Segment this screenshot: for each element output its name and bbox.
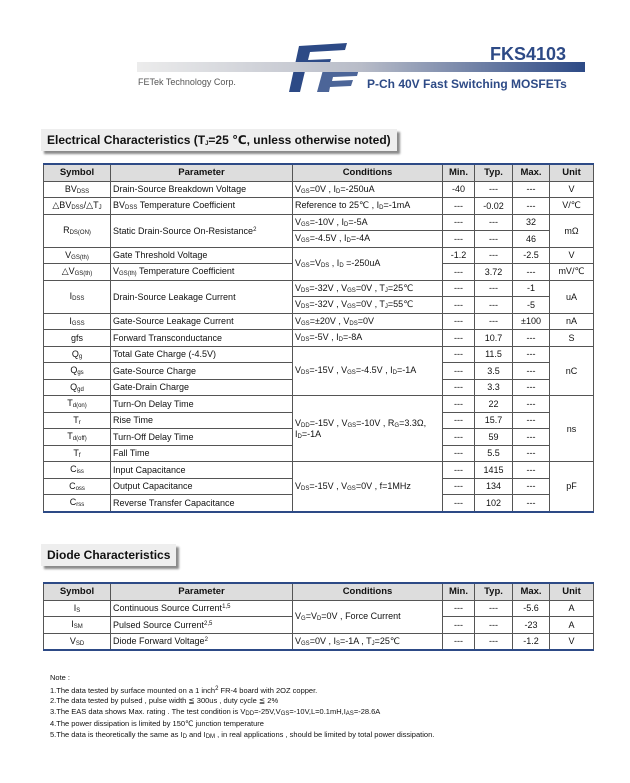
typ-cell: --- [475,247,513,264]
typ-cell: --- [475,600,513,617]
min-cell: --- [443,633,475,650]
typ-cell: -0.02 [475,198,513,215]
parameter-cell: Gate-Drain Charge [111,379,293,396]
unit-cell: A [550,617,594,634]
typ-cell: 3.3 [475,379,513,396]
parameter-cell: Forward Transconductance [111,330,293,347]
note-3: 3.The EAS data shows Max. rating . The test condition is $V_{DD}=-25V,V_{GS}=-10V,L=0.1mH,I_{AS}=-28.6A$ [50,706,381,717]
conditions-cell: $V_{GS}=-10V$ , $I_D=-5A$ [293,214,443,231]
table-header-row [44,164,594,181]
max-cell: --- [513,462,550,479]
unit-cell: A [550,600,594,617]
table-row [44,396,594,413]
notes-heading: Note : [50,673,71,682]
diode-characteristics-table [43,582,594,651]
symbol-cell: $Q_g$ [44,346,111,363]
symbol-cell: $Q_{gs}$ [44,363,111,380]
symbol-cell: $C_{oss}$ [44,478,111,495]
col-conditions: Conditions [293,164,443,181]
col-unit: Unit [550,164,594,181]
typ-cell: 1415 [475,462,513,479]
symbol-cell: $I_{GSS}$ [44,313,111,330]
symbol-cell: $BV_{DSS}$ [44,181,111,198]
unit-cell: nA [550,313,594,330]
table-row [44,600,594,617]
col-symbol: Symbol [44,164,111,181]
typ-cell: 102 [475,495,513,512]
typ-cell: --- [475,633,513,650]
conditions-cell: $V_{DS}=-15V$ , $V_{GS}=-4.5V$ , $I_D=-1A$ [293,346,443,396]
symbol-cell: $T_{d(off)}$ [44,429,111,446]
col-parameter: Parameter [111,164,293,181]
unit-cell: V [550,247,594,264]
typ-cell: --- [475,297,513,314]
max-cell: --- [513,445,550,462]
unit-cell: V [550,181,594,198]
min-cell: -40 [443,181,475,198]
table-row [44,280,594,297]
symbol-cell: $T_{d(on)}$ [44,396,111,413]
col-unit: Unit [550,583,594,600]
parameter-cell: $V_{GS(th)}$ Temperature Coefficient [111,264,293,281]
symbol-cell: $V_{GS(th)}$ [44,247,111,264]
parameter-cell: Static Drain-Source On-Resistance$^2$ [111,214,293,247]
min-cell: --- [443,495,475,512]
max-cell: --- [513,346,550,363]
min-cell: --- [443,379,475,396]
max-cell: -5.6 [513,600,550,617]
col-max: Max. [513,164,550,181]
col-parameter: Parameter [111,583,293,600]
product-subtitle: P-Ch 40V Fast Switching MOSFETs [367,77,567,91]
note-1: 1.The data tested by surface mounted on a 1 inch$^2$ FR-4 board with 2OZ copper. [50,685,318,695]
min-cell: --- [443,412,475,429]
parameter-cell: Gate-Source Leakage Current [111,313,293,330]
parameter-cell: Pulsed Source Current$^{2,5}$ [111,617,293,634]
symbol-cell: $\triangle V_{GS(th)}$ [44,264,111,281]
company-name: FETek Technology Corp. [138,77,236,87]
max-cell: --- [513,198,550,215]
table-row [44,633,594,650]
diode-characteristics-heading: Diode Characteristics [41,544,176,566]
max-cell: --- [513,396,550,413]
typ-cell: 3.5 [475,363,513,380]
max-cell: 46 [513,231,550,248]
max-cell: --- [513,379,550,396]
part-number: FKS4103 [490,44,567,64]
min-cell: --- [443,346,475,363]
table-row [44,330,594,347]
typ-cell: --- [475,181,513,198]
typ-cell: --- [475,313,513,330]
max-cell: --- [513,478,550,495]
symbol-cell: $R_{DS(ON)}$ [44,214,111,247]
parameter-cell: Turn-On Delay Time [111,396,293,413]
table-row [44,346,594,363]
typ-cell: 3.72 [475,264,513,281]
min-cell: --- [443,297,475,314]
symbol-cell: gfs [44,330,111,347]
symbol-cell: $I_{DSS}$ [44,280,111,313]
conditions-cell: $V_{GS}=-4.5V$ , $I_D=-4A$ [293,231,443,248]
min-cell: --- [443,363,475,380]
parameter-cell: Fall Time [111,445,293,462]
unit-cell: mV/℃ [550,264,594,281]
conditions-cell: $V_{DS}=-5V$ , $I_D=-8A$ [293,330,443,347]
min-cell: --- [443,617,475,634]
unit-cell: pF [550,462,594,512]
symbol-cell: $Q_{gd}$ [44,379,111,396]
conditions-cell: $V_G=V_D=0V$ , Force Current [293,600,443,633]
parameter-cell: Drain-Source Breakdown Voltage [111,181,293,198]
min-cell: --- [443,231,475,248]
max-cell: ±100 [513,313,550,330]
max-cell: --- [513,181,550,198]
unit-cell: V/℃ [550,198,594,215]
conditions-cell: $V_{GS}=\pm 20V$ , $V_{DS}=0V$ [293,313,443,330]
typ-cell: 10.7 [475,330,513,347]
max-cell: --- [513,429,550,446]
max-cell: -1.2 [513,633,550,650]
min-cell: --- [443,330,475,347]
min-cell: --- [443,478,475,495]
min-cell: -1.2 [443,247,475,264]
col-conditions: Conditions [293,583,443,600]
min-cell: --- [443,445,475,462]
max-cell: 32 [513,214,550,231]
max-cell: --- [513,412,550,429]
parameter-cell: Gate Threshold Voltage [111,247,293,264]
table-row [44,462,594,479]
parameter-cell: Total Gate Charge (-4.5V) [111,346,293,363]
typ-cell: 134 [475,478,513,495]
unit-cell: S [550,330,594,347]
min-cell: --- [443,429,475,446]
conditions-cell: $V_{GS}=0V$ , $I_D=-250uA$ [293,181,443,198]
typ-cell: --- [475,280,513,297]
typ-cell: --- [475,617,513,634]
note-4: 4.The power dissipation is limited by 150℃ junction temperature [50,719,264,729]
max-cell: --- [513,495,550,512]
min-cell: --- [443,280,475,297]
parameter-cell: Drain-Source Leakage Current [111,280,293,313]
unit-cell: mΩ [550,214,594,247]
symbol-cell: $\triangle BV_{DSS}/\triangle T_J$ [44,198,111,215]
typ-cell: 5.5 [475,445,513,462]
symbol-cell: $V_{SD}$ [44,633,111,650]
unit-cell: V [550,633,594,650]
conditions-cell: $V_{DS}=-32V$ , $V_{GS}=0V$ , $T_J=55℃$ [293,297,443,314]
max-cell: -2.5 [513,247,550,264]
max-cell: -23 [513,617,550,634]
symbol-cell: $C_{rss}$ [44,495,111,512]
min-cell: --- [443,396,475,413]
min-cell: --- [443,313,475,330]
symbol-cell: $I_S$ [44,600,111,617]
col-min: Min. [443,164,475,181]
electrical-characteristics-table [43,163,594,513]
table-row [44,247,594,264]
parameter-cell: Continuous Source Current$^{1,5}$ [111,600,293,617]
typ-cell: 22 [475,396,513,413]
table-row [44,181,594,198]
max-cell: -5 [513,297,550,314]
col-max: Max. [513,583,550,600]
col-typ: Typ. [475,164,513,181]
parameter-cell: Gate-Source Charge [111,363,293,380]
max-cell: --- [513,264,550,281]
conditions-cell: $V_{GS}=0V$ , $I_S=-1A$ , $T_J=25℃$ [293,633,443,650]
typ-cell: 15.7 [475,412,513,429]
unit-cell: nC [550,346,594,396]
typ-cell: 11.5 [475,346,513,363]
min-cell: --- [443,198,475,215]
max-cell: -1 [513,280,550,297]
unit-cell: uA [550,280,594,313]
col-typ: Typ. [475,583,513,600]
table-row [44,198,594,215]
min-cell: --- [443,462,475,479]
min-cell: --- [443,264,475,281]
electrical-characteristics-heading: Electrical Characteristics ($T_J=25$ ℃, unless otherwise noted) [41,129,397,151]
min-cell: --- [443,600,475,617]
symbol-cell: $T_r$ [44,412,111,429]
parameter-cell: Input Capacitance [111,462,293,479]
conditions-cell: $V_{GS}=V_{DS}$ , $I_D =-250uA$ [293,247,443,280]
note-2: 2.The data tested by pulsed , pulse width ≦ 300us , duty cycle ≦ 2% [50,696,279,706]
table-header-row [44,583,594,600]
parameter-cell: Rise Time [111,412,293,429]
parameter-cell: Turn-Off Delay Time [111,429,293,446]
symbol-cell: $T_f$ [44,445,111,462]
min-cell: --- [443,214,475,231]
parameter-cell: Diode Forward Voltage$^2$ [111,633,293,650]
unit-cell: ns [550,396,594,462]
parameter-cell: Output Capacitance [111,478,293,495]
parameter-cell: Reverse Transfer Capacitance [111,495,293,512]
col-symbol: Symbol [44,583,111,600]
col-min: Min. [443,583,475,600]
symbol-cell: $C_{iss}$ [44,462,111,479]
table-row [44,313,594,330]
note-5: 5.The data is theoretically the same as $I_D$ and $I_{DM}$ , in real applications , should be limited by total power dissipation. [50,729,435,740]
conditions-cell: $V_{DS}=-15V$ , $V_{GS}=0V$ , f=1MHz [293,462,443,512]
conditions-cell: Reference to 25℃ , $I_D=-1mA$ [293,198,443,215]
conditions-cell: $V_{DD}=-15V$ , $V_{GS}=-10V$ , $R_G=3.3\Omega$, $I_D=-1A$ [293,396,443,462]
typ-cell: 59 [475,429,513,446]
typ-cell: --- [475,214,513,231]
symbol-cell: $I_{SM}$ [44,617,111,634]
max-cell: --- [513,330,550,347]
table-row [44,214,594,231]
typ-cell: --- [475,231,513,248]
notes [50,673,434,743]
parameter-cell: $BV_{DSS}$ Temperature Coefficient [111,198,293,215]
conditions-cell: $V_{DS}=-32V$ , $V_{GS}=0V$ , $T_J=25℃$ [293,280,443,297]
max-cell: --- [513,363,550,380]
